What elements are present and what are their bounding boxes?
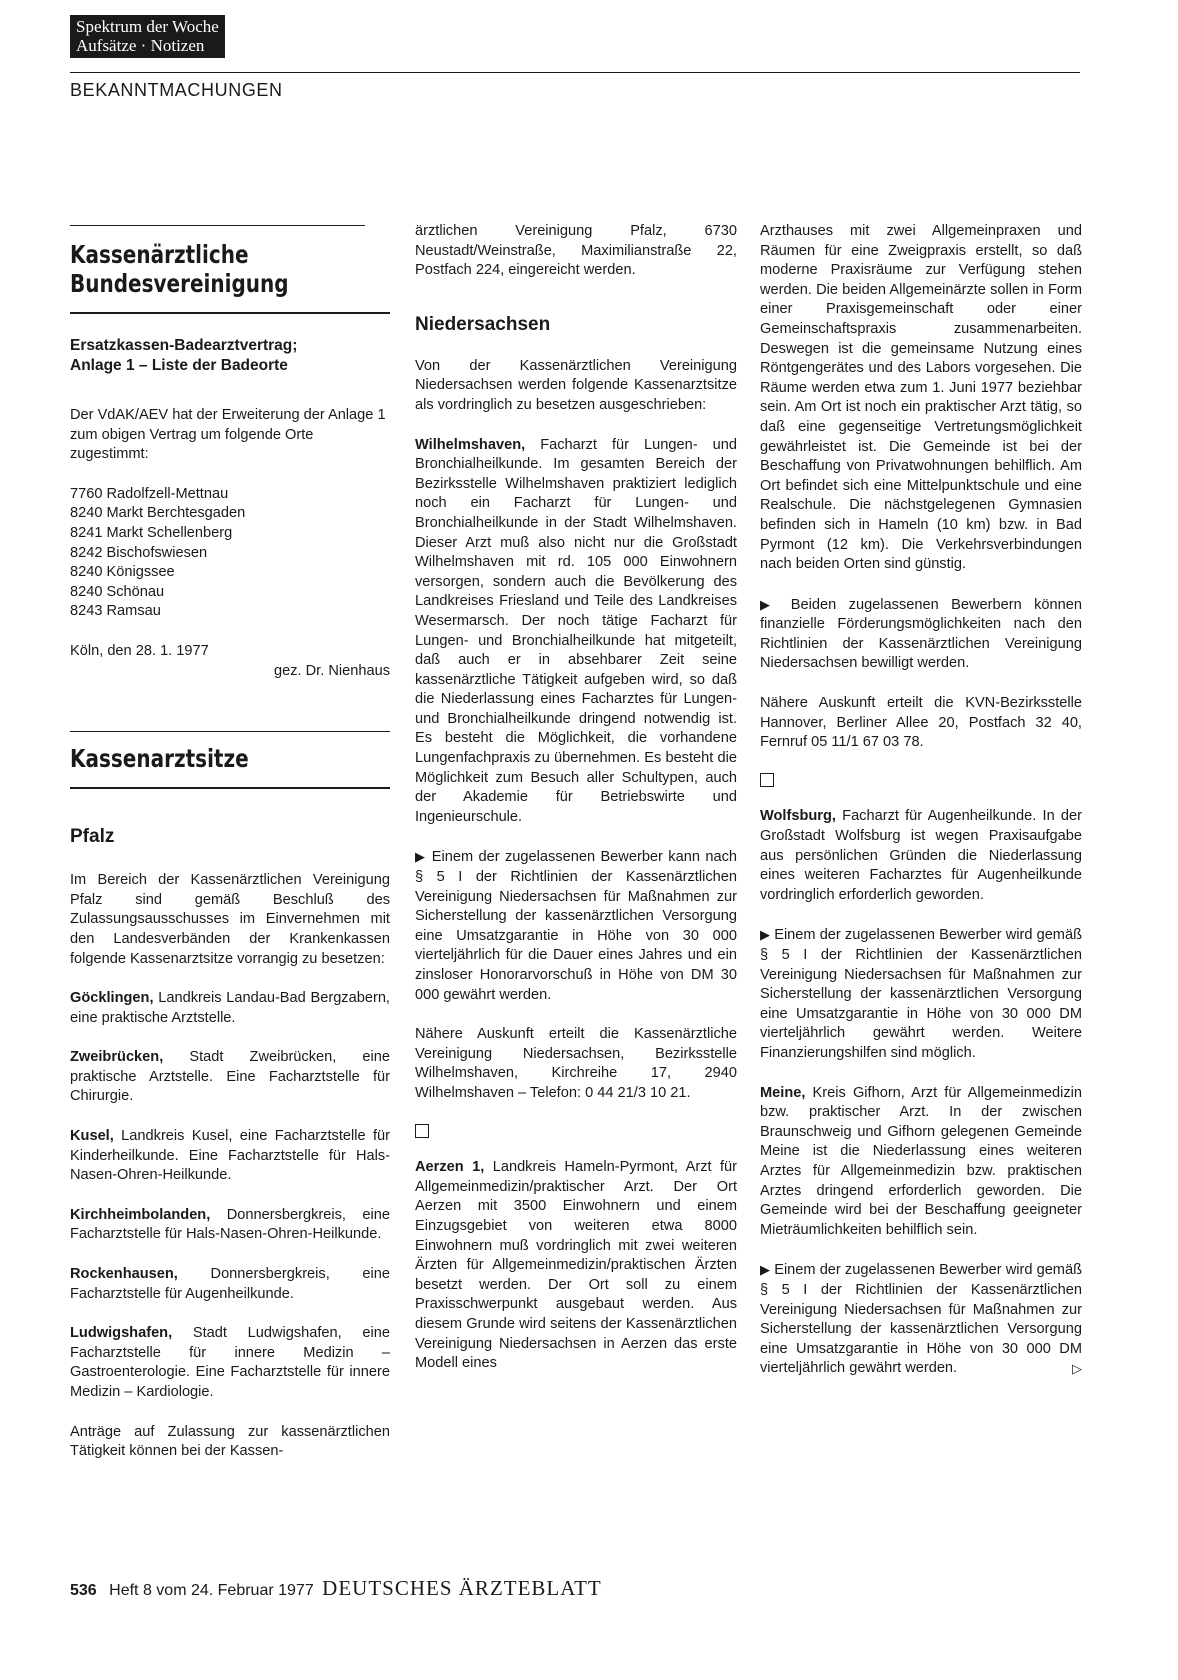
place-item: 7760 Radolfzell-Mettnau xyxy=(70,485,229,502)
section-title: BEKANNTMACHUNGEN xyxy=(70,80,283,100)
region-heading-niedersachsen: Niedersachsen xyxy=(415,313,551,335)
support-text: Einem der zugelassenen Bewerber wird gemäß § 5 I der Richtlinien der Kassenärztlichen Vereinigung Niedersachsen für Maßnahmen zur Sicherstellung der kassenärztlichen Versorgung eine Umsatzgarantie in Höhe von 30 000 DM vierteljährlich gewährt werden. Weitere Finanzierungshilfen sind möglich. xyxy=(760,927,1082,1061)
entry-text: Facharzt für Lungen- und Bronchialheilkunde. Im gesamten Bereich der Bezirksstelle Wilhelmshaven praktiziert lediglich noch ein Facharzt für Lungen- und Bronchialheilkunde in der Stadt Wilhelmshaven. Dieser Arzt muß also nicht nur die Großstadt Wilhelmshaven mit rd. 105 000 Einwohnern versorgen, sondern auch die Bevölkerung des Landkreises Friesland und Teile des Landkreises Wesermarsch. Der noch tätige Facharzt für Lungen- und Bronchialheilkunde hat mitgeteilt, daß auch er in absehbarer Zeit seine kassenärztliche Tätigkeit aufgeben wird, so daß die Niederlassung eines Facharztes für Lungen- und Bronchialheilkunde dringend notwendig ist. Es besteht die Möglichkeit, die vorhandene Lungenfachpraxis zu übernehmen. Es besteht die Möglichkeit zum Besuch aller Schultypen, auch der Akademie für Betriebswirte und Ingenieurschule. xyxy=(415,436,737,825)
entry-name: Ludwigshafen, xyxy=(70,1325,173,1342)
issue-info: Heft 8 vom 24. Februar 1977 xyxy=(109,1582,314,1599)
entry xyxy=(70,989,390,1028)
entry-wolfsburg xyxy=(760,807,1082,905)
heading-kassenarztsitze: Kassenarztsitze xyxy=(70,744,249,774)
entry-text: Stadt Ludwigshafen, eine Facharztstelle für innere Medizin – Gastroenterologie. Eine Facharztstelle für innere Medizin – Kardiologie. xyxy=(70,1325,390,1400)
entry-wilhelmshaven xyxy=(415,436,737,828)
niedersachsen-intro: Von der Kassenärztlichen Vereinigung Niedersachsen werden folgende Kassenarztsitze als vordringlich zu besetzen ausgeschrieben: xyxy=(415,357,737,413)
entry-name: Rockenhausen, xyxy=(70,1266,178,1283)
entry-name: Kusel, xyxy=(70,1128,114,1145)
subheading-line-2: Anlage 1 – Liste der Badeorte xyxy=(70,357,288,374)
region-heading-pfalz: Pfalz xyxy=(70,826,115,848)
entry-name: Wolfsburg, xyxy=(760,808,836,825)
page-number: 536 xyxy=(70,1582,97,1599)
place-item: 8243 Ramsau xyxy=(70,603,161,620)
entry xyxy=(70,1265,390,1304)
place-item: 8241 Markt Schellenberg xyxy=(70,524,233,541)
continuation-paragraph: ärztlichen Vereinigung Pfalz, 6730 Neustadt/Weinstraße, Maximilianstraße 22, Postfach 224, eingereicht werden. xyxy=(415,223,737,279)
support-paragraph xyxy=(760,1260,1082,1379)
heading-kbv-line-2: Bundesvereinigung xyxy=(70,269,289,298)
entry xyxy=(70,1048,390,1107)
aerzen-continuation: Arzthauses mit zwei Allgemeinpraxen und Räumen für eine Zweigpraxis erstellt, so daß moderne Praxisräume zur Verfügung stehen werden. Die beiden Allgemeinärzte sollen in Form einer Praxisgemeinschaft oder einer Gemeinschaftspraxis zusammenarbeiten. Deswegen ist die gemeinsame Nutzung eines Röntgengerätes und des Labors vorgesehen. Die Räume werden etwa zum 1. Juni 1977 beziehbar sein. Am Ort ist noch ein praktischer Arzt tätig, so daß eine gegenseitige Vertretungsmöglichkeit gewährleistet ist. Die Gemeinde ist bei der Beschaffung von Privatwohnungen behilflich. Am Ort befindet sich eine Mittelpunktschule und eine Realschule. Die nächstgelegenen Gymnasien befinden sich in Hameln (10 km) bzw. in Bad Pyrmont (12 km). Die Verkehrsverbindungen nach beiden Orten sind günstig. xyxy=(760,223,1082,573)
place-item: 8240 Königssee xyxy=(70,564,175,581)
heading-kbv-line-1: Kassenärztliche xyxy=(70,240,249,269)
support-text: Einem der zugelassenen Bewerber wird gemäß § 5 I der Richtlinien der Kassenärztlichen Vereinigung Niedersachsen für Maßnahmen zur Sicherstellung der kassenärztlichen Versorgung eine Umsatzgarantie in Höhe von 30 000 DM vierteljährlich gewährt werden. xyxy=(760,1262,1082,1377)
column-3 xyxy=(760,222,1082,1399)
entry xyxy=(70,1127,390,1186)
section-end-box-icon xyxy=(760,773,774,787)
entry-name: Wilhelmshaven, xyxy=(415,436,526,453)
header-rule xyxy=(70,72,1080,73)
support-paragraph xyxy=(415,847,737,1005)
entry-text: Landkreis Hameln-Pyrmont, Arzt für Allgemeinmedizin/praktischer Arzt. Der Ort Aerzen mit 3500 Einwohnern und einem Einzugsgebiet von weiteren etwa 8000 Einwohnern muß vordringlich mit zwei weiteren Ärzten für Allgemeinmedizin/praktischen Ärzten besetzt werden. Der Ort soll zu einem Praxisschwerpunkt ausgebaut werden. Aus diesem Grunde wird seitens der Kassenärztlichen Vereinigung Niedersachsen in Aerzen das erste Modell eines xyxy=(415,1159,738,1372)
entry-aerzen xyxy=(415,1158,737,1374)
entry-text: Landkreis Kusel, eine Facharztstelle für Kinderheilkunde. Eine Facharztstelle für Hals-Nasen-Ohren-Heilkunde. xyxy=(70,1128,390,1184)
triangle-bullet-icon: ▶ xyxy=(760,927,771,943)
support-text: Beiden zugelassenen Bewerbern können finanzielle Förderungsmöglichkeiten nach den Richtlinien der Kassenärztlichen Vereinigung Niedersachsen bewilligt werden. xyxy=(760,596,1083,672)
triangle-bullet-icon: ▶ xyxy=(415,849,427,865)
entry-text: Donnersbergkreis, eine Facharztstelle für Hals-Nasen-Ohren-Heilkunde. xyxy=(70,1206,390,1243)
place-item: 8240 Markt Berchtesgaden xyxy=(70,505,246,522)
place-list xyxy=(70,485,390,622)
entry-name: Meine, xyxy=(760,1084,806,1101)
intro-paragraph: Der VdAK/AEV hat der Erweiterung der Anlage 1 zum obigen Vertrag um folgende Orte zugestimmt: xyxy=(70,407,386,463)
subheading-line-1: Ersatzkassen-Badearztvertrag; xyxy=(70,337,298,354)
support-paragraph xyxy=(760,925,1082,1063)
entry-text: Donnersbergkreis, eine Facharztstelle für Augenheilkunde. xyxy=(70,1266,390,1302)
pfalz-intro: Im Bereich der Kassenärztlichen Vereinigung Pfalz sind gemäß Beschluß des Zulassungsausschusses im Einvernehmen mit den Landesverbänden der Krankenkassen folgende Kassenarztsitze vorrangig zu besetzen: xyxy=(70,872,390,967)
signature: gez. Dr. Nienhaus xyxy=(273,662,390,679)
support-text: Einem der zugelassenen Bewerber kann nach § 5 I der Richtlinien der Kassenärztlichen Vereinigung Niedersachsen für Maßnahmen zur Sicherstellung der kassenärztlichen Versorgung eine Umsatzgarantie in Höhe von 30 000 vierteljährlich für die Dauer eines Jahres und ein zinsloser Honorarvorschuß in Höhe von DM 30 000 gewährt werden. xyxy=(415,849,737,1003)
entry-text: Facharzt für Augenheilkunde. In der Großstadt Wolfsburg ist wegen Praxisaufgabe aus persönlichen Gründen die Niederlassung eines weiteren Facharztes für Augenheilkunde vordringlich erforderlich geworden. xyxy=(760,808,1082,903)
closing-paragraph: Anträge auf Zulassung zur kassenärztlichen Tätigkeit können bei der Kassen- xyxy=(70,1423,390,1460)
column-2 xyxy=(415,222,737,1394)
badge-line-1: Spektrum der Woche xyxy=(76,17,219,36)
badge-line-2: Aufsätze · Notizen xyxy=(76,36,205,55)
entry-text: Landkreis Landau-Bad Bergzabern, eine praktische Arztstelle. xyxy=(70,990,390,1026)
entry-text: Kreis Gifhorn, Arzt für Allgemeinmedizin bzw. praktischer Arzt. In der zwischen Braunschweig und Gifhorn gelegenen Gemeinde Meine ist die Niederlassung eines weiteren Arztes für Allgemeinmedizin bzw. praktischen Arztes dringend erforderlich geworden. Die Gemeinde wird bei der Beschaffung geeigneter Mieträumlichkeiten behilflich sein. xyxy=(760,1084,1082,1238)
entry-name: Zweibrücken, xyxy=(70,1049,164,1066)
entry xyxy=(70,1324,390,1402)
triangle-bullet-icon: ▶ xyxy=(760,1262,771,1278)
date-line: Köln, den 28. 1. 1977 xyxy=(70,642,209,659)
continued-triangle-icon: ▷ xyxy=(1072,1361,1082,1377)
entry-name: Aerzen 1, xyxy=(415,1159,485,1176)
support-paragraph xyxy=(760,595,1082,674)
info-paragraph: Nähere Auskunft erteilt die Kassenärztliche Vereinigung Niedersachsen, Bezirksstelle Wilhelmshaven, Kirchreihe 17, 2940 Wilhelmshaven – Telefon: 0 44 21/3 10 21. xyxy=(415,1026,737,1101)
column-1 xyxy=(70,225,390,1482)
entry-name: Göcklingen, xyxy=(70,990,154,1007)
place-item: 8240 Schönau xyxy=(70,583,165,600)
subheading xyxy=(70,336,390,376)
entry-meine xyxy=(760,1084,1082,1241)
section-end-box-icon xyxy=(415,1124,429,1138)
triangle-bullet-icon: ▶ xyxy=(760,596,779,612)
entry-text: Stadt Zweibrücken, eine praktische Arztstelle. Eine Facharztstelle für Chirurgie. xyxy=(70,1049,390,1105)
section-badge xyxy=(70,15,225,58)
page-footer xyxy=(70,1576,602,1601)
entry-name: Kirchheimbolanden, xyxy=(70,1206,211,1223)
entry xyxy=(70,1206,390,1245)
place-item: 8242 Bischofswiesen xyxy=(70,544,208,561)
info-paragraph: Nähere Auskunft erteilt die KVN-Bezirksstelle Hannover, Berliner Allee 20, Postfach 32 40, Fernruf 05 11/1 67 03 78. xyxy=(760,695,1082,751)
journal-name: DEUTSCHES ÄRZTEBLATT xyxy=(322,1576,602,1600)
